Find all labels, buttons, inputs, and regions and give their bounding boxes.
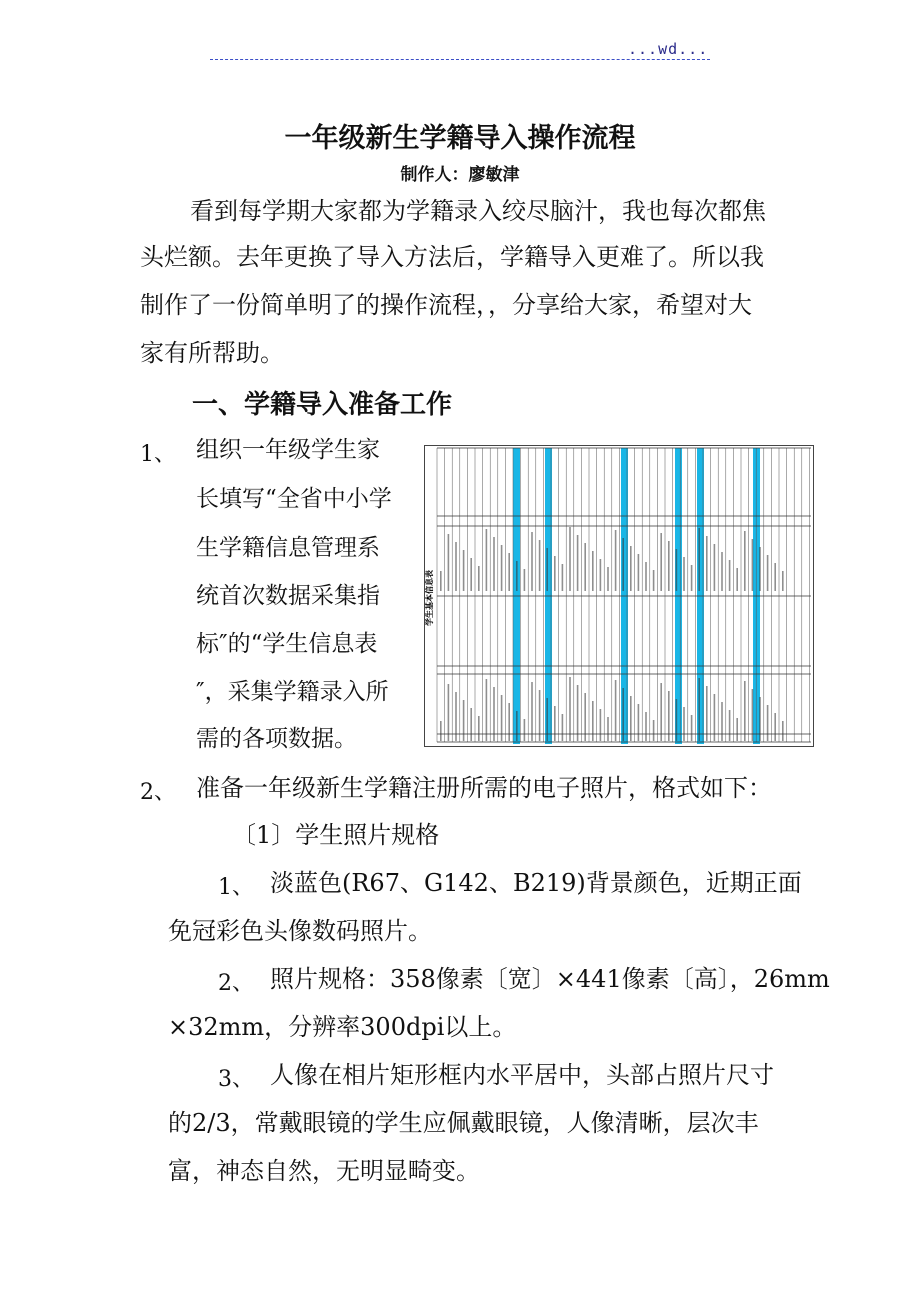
sheet-cell-text bbox=[630, 696, 632, 741]
sheet-cell-text bbox=[463, 550, 465, 591]
sheet-cell-text bbox=[569, 527, 571, 591]
student-info-sheet-image bbox=[424, 445, 814, 747]
sheet-cell-text bbox=[744, 531, 746, 591]
sheet-cell-text bbox=[668, 541, 670, 591]
sheet-cell-text bbox=[463, 700, 465, 741]
item1-line: 标″的“学生信息表 bbox=[196, 631, 378, 657]
point-line: 的2/3，常戴眼镜的学生应佩戴眼镜，人像清晰，层次丰 bbox=[168, 1109, 759, 1137]
sheet-cell-text bbox=[508, 703, 510, 741]
sheet-cell-text bbox=[615, 680, 617, 741]
sheet-cell-text bbox=[478, 716, 480, 741]
sheet-cell-text bbox=[470, 708, 472, 741]
sheet-cell-text bbox=[448, 534, 450, 591]
item1-line: 需的各项数据。 bbox=[196, 726, 357, 752]
sheet-cell-text bbox=[638, 554, 640, 591]
sheet-cell-text bbox=[524, 569, 526, 591]
sheet-cell-text bbox=[508, 553, 510, 591]
sheet-cell-text bbox=[554, 556, 556, 591]
section-heading: 一、学籍导入准备工作 bbox=[192, 390, 453, 420]
sheet-cell-text bbox=[516, 561, 518, 591]
sheet-cell-text bbox=[562, 564, 564, 591]
sheet-cell-text bbox=[440, 571, 442, 591]
sheet-grid bbox=[425, 446, 813, 746]
sheet-cell-text bbox=[622, 538, 624, 591]
sheet-cell-text bbox=[455, 542, 457, 591]
sheet-cell-text bbox=[524, 719, 526, 741]
sheet-cell-text bbox=[645, 712, 647, 741]
sheet-cell-text bbox=[607, 567, 609, 591]
sheet-cell-text bbox=[752, 539, 754, 591]
sheet-cell-text bbox=[668, 691, 670, 741]
point-line: 人像在相片矩形框内水平居中，头部占照片尺寸 bbox=[270, 1061, 774, 1089]
point-number: 2、 bbox=[218, 971, 254, 996]
intro-line: 家有所帮助。 bbox=[140, 339, 284, 367]
sheet-cell-text bbox=[592, 551, 594, 591]
sheet-cell-text bbox=[653, 720, 655, 741]
sheet-cell-text bbox=[698, 678, 700, 741]
sheet-cell-text bbox=[759, 547, 761, 591]
sheet-cell-text bbox=[600, 709, 602, 741]
point-line: ×32mm，分辨率300dpi以上。 bbox=[168, 1013, 517, 1041]
sheet-cell-text bbox=[486, 529, 488, 591]
point-line: 照片规格：358像素〔宽〕×441像素〔高〕，26mm bbox=[270, 965, 830, 993]
sheet-cell-text bbox=[569, 677, 571, 741]
sheet-cell-text bbox=[645, 562, 647, 591]
item1-line: 生学籍信息管理系 bbox=[196, 535, 380, 561]
document-author: 制作人：廖敏津 bbox=[400, 165, 520, 185]
sheet-cell-text bbox=[706, 536, 708, 591]
point-line: 淡蓝色(R67、G142、B219)背景颜色，近期正面 bbox=[270, 869, 802, 897]
sheet-cell-text bbox=[691, 565, 693, 591]
sheet-cell-text bbox=[729, 560, 731, 591]
sheet-cell-text bbox=[577, 535, 579, 591]
sheet-cell-text bbox=[531, 532, 533, 591]
sheet-cell-text bbox=[584, 693, 586, 741]
sheet-cell-text bbox=[752, 689, 754, 741]
sheet-cell-text bbox=[615, 530, 617, 591]
sheet-cell-text bbox=[706, 686, 708, 741]
sheet-cell-text bbox=[676, 699, 678, 741]
sheet-cell-text bbox=[774, 713, 776, 741]
sheet-cell-text bbox=[630, 546, 632, 591]
sheet-cell-text bbox=[577, 685, 579, 741]
sheet-cell-text bbox=[683, 557, 685, 591]
sheet-cell-text bbox=[516, 711, 518, 741]
header-rule bbox=[210, 59, 710, 60]
sheet-cell-text bbox=[676, 549, 678, 591]
sheet-cell-text bbox=[584, 543, 586, 591]
sheet-cell-text bbox=[744, 681, 746, 741]
item1-line: 统首次数据采集指 bbox=[196, 583, 380, 609]
sheet-cell-text bbox=[562, 714, 564, 741]
sheet-cell-text bbox=[736, 568, 738, 591]
sheet-cell-text bbox=[493, 537, 495, 591]
sheet-cell-text bbox=[546, 548, 548, 591]
sheet-cell-text bbox=[683, 707, 685, 741]
sheet-cell-text bbox=[592, 701, 594, 741]
sheet-cell-text bbox=[721, 552, 723, 591]
sheet-cell-text bbox=[501, 545, 503, 591]
sheet-cell-text bbox=[546, 698, 548, 741]
sheet-cell-text bbox=[531, 682, 533, 741]
sheet-cell-text bbox=[501, 695, 503, 741]
sheet-cell-text bbox=[767, 555, 769, 591]
sheet-cell-text bbox=[774, 563, 776, 591]
sheet-cell-text bbox=[721, 702, 723, 741]
sheet-cell-text bbox=[691, 715, 693, 741]
document-title: 一年级新生学籍导入操作流程 bbox=[284, 123, 636, 154]
item-number: 1、 bbox=[140, 442, 176, 467]
sheet-cell-text bbox=[448, 684, 450, 741]
sheet-cell-text bbox=[653, 570, 655, 591]
item1-line: ″，采集学籍录入所 bbox=[196, 679, 389, 705]
item-number: 2、 bbox=[140, 780, 176, 805]
sheet-cell-text bbox=[455, 692, 457, 741]
intro-line: 头烂额。去年更换了导入方法后，学籍导入更难了。所以我 bbox=[140, 243, 764, 271]
sheet-cell-text bbox=[767, 705, 769, 741]
sheet-cell-text bbox=[486, 679, 488, 741]
sheet-cell-text bbox=[714, 694, 716, 741]
sheet-cell-text bbox=[714, 544, 716, 591]
sheet-cell-text bbox=[660, 683, 662, 741]
sheet-cell-text bbox=[622, 688, 624, 741]
item2-text: 准备一年级新生学籍注册所需的电子照片，格式如下： bbox=[196, 774, 772, 802]
sheet-title: 学生基本信息表 bbox=[425, 570, 434, 626]
header-mark: ...wd... bbox=[628, 40, 709, 58]
sheet-cell-text bbox=[638, 704, 640, 741]
item1-line: 长填写“全省中小学 bbox=[196, 486, 392, 512]
point-number: 1、 bbox=[218, 875, 254, 900]
item1-line: 组织一年级学生家 bbox=[196, 437, 380, 463]
intro-line: 制作了一份简单明了的操作流程，，分享给大家，希望对大 bbox=[140, 291, 752, 319]
sheet-cell-text bbox=[729, 710, 731, 741]
sheet-cell-text bbox=[736, 718, 738, 741]
sheet-cell-text bbox=[660, 533, 662, 591]
point-line: 富，神态自然，无明显畸变。 bbox=[168, 1157, 480, 1185]
sheet-cell-text bbox=[478, 566, 480, 591]
sheet-cell-text bbox=[539, 690, 541, 741]
sheet-cell-text bbox=[759, 697, 761, 741]
sheet-cell-text bbox=[782, 571, 784, 591]
intro-line: 看到每学期大家都为学籍录入绞尽脑汁，我也每次都焦 bbox=[190, 197, 766, 225]
sheet-cell-text bbox=[607, 717, 609, 741]
sheet-cell-text bbox=[554, 706, 556, 741]
sheet-cell-text bbox=[600, 559, 602, 591]
point-line: 免冠彩色头像数码照片。 bbox=[168, 917, 432, 945]
sheet-cell-text bbox=[440, 721, 442, 741]
sheet-cell-text bbox=[493, 687, 495, 741]
sheet-cell-text bbox=[698, 528, 700, 591]
sheet-cell-text bbox=[539, 540, 541, 591]
sheet-cell-text bbox=[782, 721, 784, 741]
sub-heading: 〔1〕学生照片规格 bbox=[232, 821, 440, 849]
sheet-cell-text bbox=[470, 558, 472, 591]
point-number: 3、 bbox=[218, 1067, 254, 1092]
